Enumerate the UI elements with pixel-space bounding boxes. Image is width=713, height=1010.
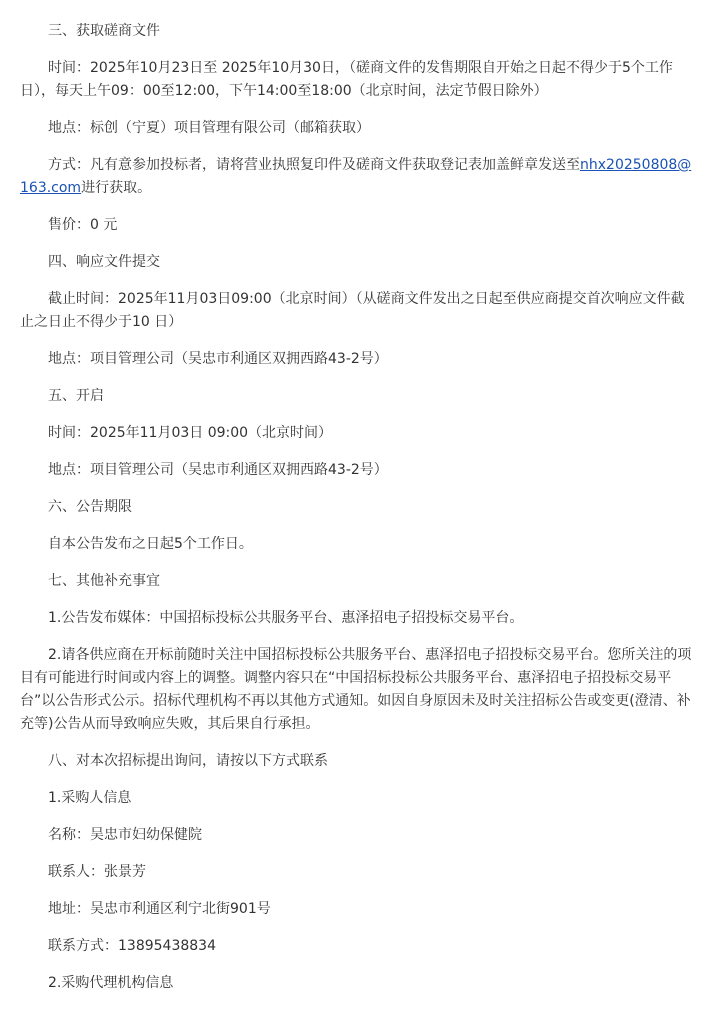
submission-place: 地点：项目管理公司（吴忠市利通区双拥西路43-2号） bbox=[48, 351, 388, 367]
buyer-name: 名称：吴忠市妇幼保健院 bbox=[48, 827, 202, 843]
buyer-address: 地址：吴忠市利通区利宁北街901号 bbox=[48, 901, 271, 917]
email-link[interactable]: nhx20250808@163.com bbox=[20, 157, 692, 196]
notice-period-text: 自本公告发布之日起5个工作日。 bbox=[48, 536, 253, 552]
announcement-document bbox=[20, 20, 693, 1007]
opening-place: 地点：项目管理公司（吴忠市利通区双拥西路43-2号） bbox=[48, 462, 388, 478]
section-heading-obtain-docs: 三、获取磋商文件 bbox=[48, 23, 160, 39]
obtain-price: 售价：0 元 bbox=[48, 217, 118, 233]
obtain-time: 时间：2025年10月23日至 2025年10月30日，（磋商文件的发售期限自开始之日起不得少于5个工作日），每天上午09：00至12:00，下午14:00至18:00（北京时间，法定节假日除外） bbox=[20, 60, 673, 99]
section-heading-opening: 五、开启 bbox=[48, 388, 104, 404]
buyer-phone: 联系方式：13895438834 bbox=[48, 938, 216, 954]
obtain-method-prefix: 方式：凡有意参加投标者，请将营业执照复印件及磋商文件获取登记表加盖鲜章发送至 bbox=[48, 157, 580, 173]
buyer-info-title: 1.采购人信息 bbox=[48, 790, 132, 806]
submission-deadline: 截止时间：2025年11月03日09:00（北京时间）（从磋商文件发出之日起至供应商提交首次响应文件截止之日止不得少于10 日） bbox=[20, 291, 685, 330]
opening-time: 时间：2025年11月03日 09:00（北京时间） bbox=[48, 425, 333, 441]
other-matters-item-1: 1.公告发布媒体：中国招标投标公共服务平台、惠泽招电子招投标交易平台。 bbox=[48, 610, 524, 626]
section-heading-contact: 八、对本次招标提出询问，请按以下方式联系 bbox=[48, 753, 328, 769]
section-heading-other-matters: 七、其他补充事宜 bbox=[48, 573, 160, 589]
obtain-method-suffix: 进行获取。 bbox=[81, 180, 152, 196]
section-heading-notice-period: 六、公告期限 bbox=[48, 499, 132, 515]
obtain-place: 地点：标创（宁夏）项目管理有限公司（邮箱获取） bbox=[48, 120, 370, 136]
other-matters-item-2: 2.请各供应商在开标前随时关注中国招标投标公共服务平台、惠泽招电子招投标交易平台。您所关注的项目有可能进行时间或内容上的调整。调整内容只在“中国招标投标公共服务平台、惠泽招电子招投标交易平台”以公告形式公示。招标代理机构不再以其他方式通知。如因自身原因未及时关注招标公告或变更(澄清、补充等)公告从而导致响应失败，其后果自行承担。 bbox=[20, 647, 692, 732]
agency-info-title: 2.采购代理机构信息 bbox=[48, 975, 174, 991]
section-heading-submission: 四、响应文件提交 bbox=[48, 254, 160, 270]
buyer-contact-person: 联系人：张景芳 bbox=[48, 864, 146, 880]
obtain-method bbox=[20, 154, 693, 200]
